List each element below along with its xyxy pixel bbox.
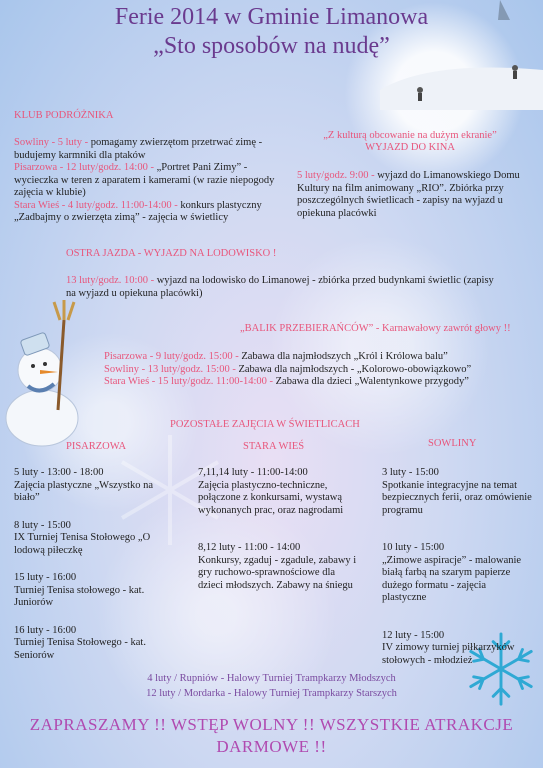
event-text: Zajęcia plastyczno-techniczne, połączone z konkursami, wystawą wykonanych prac, oraz nagrodami: [198, 479, 344, 516]
event-when: 10 luty - 15:00: [382, 542, 445, 553]
klub-item-text: konkurs plastyczny „Zadbajmy o zwierzęta zimą” - zajęcia w świetlicy: [14, 199, 262, 223]
event-text: Turniej Tenisa Stołowego - kat. Seniorów: [14, 637, 146, 661]
event-text: Turniej Tenisa stołowego - kat. Juniorów: [14, 584, 145, 608]
footer-invitation: ZAPRASZAMY !! WSTĘP WOLNY !! WSZYSTKIE ATRAKCJE DARMOWE !!: [29, 715, 514, 756]
klub-list: [14, 137, 284, 225]
event-text: „Zimowe aspiracje” - malowanie białą farbą na szarym papierze dużego formatu - zajęcia plastyczne: [382, 554, 522, 603]
klub-item: [14, 137, 284, 162]
event-when: 8 luty - 15:00: [14, 519, 71, 531]
snowman-illustration: [0, 300, 90, 450]
klub-item-text: „Portret Pani Zimy” - wycieczka w teren z aparatem i kamerami (w razie niepogody zajęcia w klubie): [14, 162, 275, 198]
event-text: Konkursy, zgaduj - zgadule, zabawy i gry ruchowo-sprawnościowe dla dzieci młodszych. Zabawy na śniegu: [198, 554, 357, 591]
klub-item-place: Pisarzowa - 12 luty/godz. 14:00 -: [14, 162, 157, 173]
kino-slogan: „Z kulturą obcowanie na dużym ekranie”: [323, 130, 497, 141]
event-when: 16 luty - 16:00: [14, 624, 77, 636]
klub-item: [14, 200, 284, 225]
event-when: 15 luty - 16:00: [14, 572, 77, 583]
jazda-when: 13 luty/godz. 10:00 -: [66, 275, 157, 286]
klub-item: [14, 162, 284, 200]
klub-header: KLUB PODRÓŻNIKA: [14, 110, 114, 121]
balik-item: [104, 351, 524, 364]
column-pisarzowa: [14, 467, 174, 662]
balik-item-place: Sowliny - 13 luty/godz. 15:00 -: [104, 363, 239, 375]
event-entry: [14, 520, 174, 558]
balik-item-text: Zabawa dla najmłodszych „Król i Królowa balu”: [241, 351, 448, 362]
klub-item-text: pomagamy zwierzętom przetrwać zimę - budujemy karmniki dla ptaków: [14, 137, 263, 161]
event-entry: [14, 467, 174, 505]
kino-header: WYJAZD DO KINA: [365, 142, 455, 153]
column-sowliny: [382, 467, 532, 667]
event-entry: [198, 467, 358, 517]
event-entry: [382, 467, 532, 517]
balik-list: [104, 351, 524, 389]
event-text: IV zimowy turniej piłkarzyków stołowych - młodzież: [382, 642, 515, 666]
event-entry: [14, 572, 174, 610]
balik-item-text: Zabawa dla najmłodszych - „Kolorowo-obowiązkowo”: [238, 363, 472, 375]
balik-item: [104, 364, 524, 377]
event-text: Spotkanie integracyjne na temat bezpiecznych ferii, oraz omówienie programu: [382, 479, 532, 516]
jazda-header: OSTRA JAZDA - WYJAZD NA LODOWISKO !: [66, 248, 277, 259]
event-when: 8,12 luty - 11:00 - 14:00: [198, 542, 301, 553]
balik-header: „BALIK PRZEBIERAŃCÓW” - Karnawałowy zawrót głowy !!: [240, 323, 511, 334]
balik-item-place: Stara Wieś - 15 luty/godz. 11:00-14:00 -: [104, 376, 276, 387]
jazda-text: wyjazd na lodowisko do Limanowej - zbiórka przed budynkami świetlic (zapisy na wyjazd u opiekuna placówki): [66, 275, 494, 299]
event-when: 12 luty - 15:00: [382, 629, 445, 641]
kino-body: [297, 170, 522, 220]
event-entry: [14, 625, 174, 663]
balik-item-place: Pisarzowa - 9 luty/godz. 15:00 -: [104, 351, 242, 362]
event-entry: [382, 542, 532, 605]
kino-text: wyjazd do Limanowskiego Domu Kultury na film animowany „RIO”. Zbiórka przy poszczególnych świetlicach - zapisy na wyjazd u opiekuna placówki: [297, 170, 520, 219]
balik-item-text: Zabawa dla dzieci „Walentynkowe przygody”: [275, 376, 469, 387]
event-text: Zajęcia plastyczne „Wszystko na biało”: [14, 479, 154, 503]
event-when: 7,11,14 luty - 11:00-14:00: [198, 467, 308, 478]
event-entry: [382, 630, 532, 668]
event-when: 5 luty - 13:00 - 18:00: [14, 467, 104, 478]
event-text: IX Turniej Tenisa Stołowego „O lodową piłeczkę: [14, 532, 151, 556]
klub-item-place: Sowliny - 5 luty -: [14, 137, 91, 148]
column-title-stara-wies: STARA WIEŚ: [243, 441, 305, 452]
kino-when: 5 luty/godz. 9:00 -: [297, 170, 378, 181]
column-title-pisarzowa: PISARZOWA: [66, 441, 127, 452]
balik-item: [104, 376, 524, 389]
column-stara-wies: [198, 467, 358, 592]
page-title: Ferie 2014 w Gminie Limanowa: [114, 4, 429, 30]
event-when: 3 luty - 15:00: [382, 467, 439, 478]
jazda-body: [66, 275, 506, 300]
turniej-line: 12 luty / Mordarka - Halowy Turniej Trampkarzy Starszych: [146, 688, 397, 699]
turniej-line: 4 luty / Rupniów - Halowy Turniej Trampkarzy Młodszych: [147, 673, 396, 684]
klub-item-place: Stara Wieś - 4 luty/godz. 11:00-14:00 -: [14, 199, 181, 211]
page-subtitle: „Sto sposobów na nudę”: [153, 33, 390, 59]
pozostale-header: POZOSTAŁE ZAJĘCIA W ŚWIETLICACH: [170, 419, 360, 430]
event-entry: [198, 542, 358, 592]
column-title-sowliny: SOWLINY: [428, 438, 477, 449]
